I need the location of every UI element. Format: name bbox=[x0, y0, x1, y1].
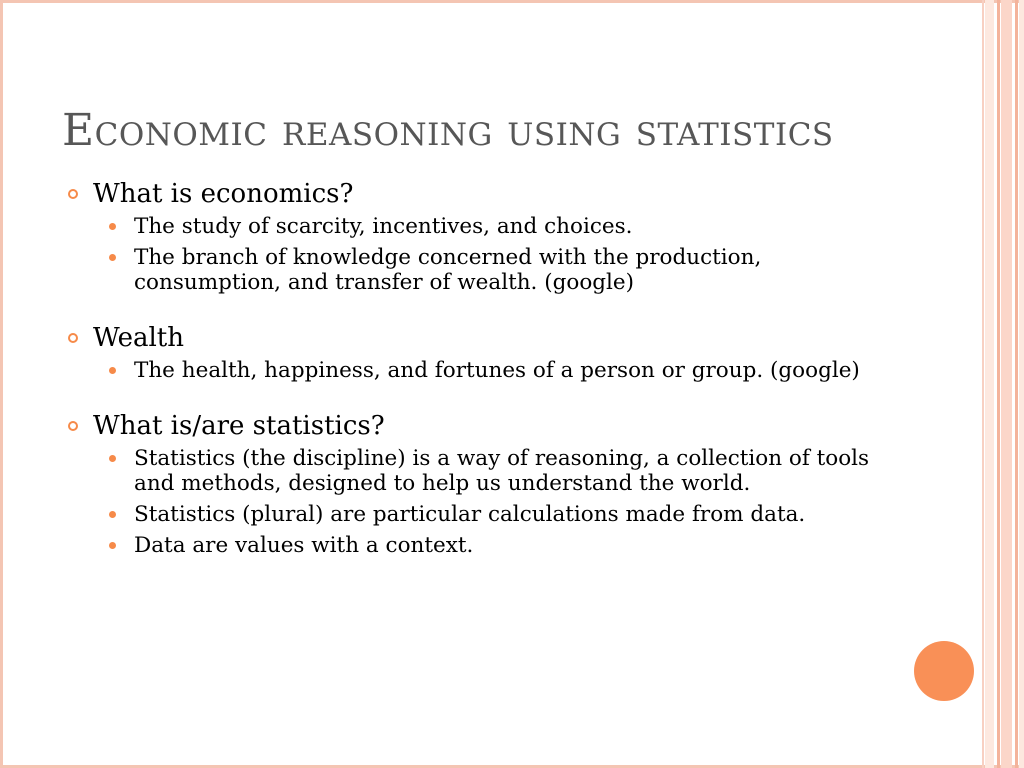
sub-bullet bbox=[64, 214, 884, 239]
stripe bbox=[985, 0, 994, 768]
sub-bullet-text: The health, happiness, and fortunes of a person or group. (google) bbox=[134, 358, 860, 383]
section-wealth bbox=[64, 320, 884, 383]
stripe bbox=[997, 0, 1000, 768]
dot-bullet-icon bbox=[109, 455, 116, 462]
sub-bullet-text: Data are values with a context. bbox=[134, 533, 474, 558]
decorative-orb bbox=[914, 641, 974, 701]
sub-bullet-list bbox=[64, 214, 884, 295]
hollow-circle-bullet-icon bbox=[68, 421, 78, 431]
decorative-stripes bbox=[978, 0, 1024, 768]
sub-bullet-list bbox=[64, 358, 884, 383]
dot-bullet-icon bbox=[109, 367, 116, 374]
bullet-heading bbox=[64, 408, 884, 444]
dot-bullet-icon bbox=[109, 542, 116, 549]
sub-bullet bbox=[64, 446, 884, 496]
sub-bullet bbox=[64, 245, 884, 295]
section-statistics bbox=[64, 408, 884, 558]
sub-bullet bbox=[64, 533, 884, 558]
sub-bullet-text: Statistics (the discipline) is a way of reasoning, a collection of tools and methods, designed to help us understand the world. bbox=[134, 446, 870, 496]
stripe bbox=[1015, 0, 1018, 768]
stripe bbox=[1019, 0, 1024, 768]
dot-bullet-icon bbox=[109, 254, 116, 261]
bullet-heading bbox=[64, 320, 884, 356]
hollow-circle-bullet-icon bbox=[68, 333, 78, 343]
dot-bullet-icon bbox=[109, 223, 116, 230]
sub-bullet-text: The branch of knowledge concerned with the production, consumption, and transfer of wealth. (google) bbox=[134, 245, 762, 295]
dot-bullet-icon bbox=[109, 511, 116, 518]
sub-bullet-list bbox=[64, 446, 884, 558]
slide-content bbox=[64, 176, 884, 564]
slide-title: Economic reasoning using statistics bbox=[62, 105, 834, 156]
heading-text: What is/are statistics? bbox=[93, 411, 385, 441]
stripe bbox=[982, 0, 984, 768]
bullet-heading bbox=[64, 176, 884, 212]
stripe bbox=[1001, 0, 1012, 768]
heading-text: Wealth bbox=[93, 323, 184, 353]
sub-bullet bbox=[64, 358, 884, 383]
heading-text: What is economics? bbox=[93, 179, 354, 209]
sub-bullet-text: The study of scarcity, incentives, and choices. bbox=[134, 214, 633, 239]
hollow-circle-bullet-icon bbox=[68, 189, 78, 199]
sub-bullet bbox=[64, 502, 884, 527]
sub-bullet-text: Statistics (plural) are particular calculations made from data. bbox=[134, 502, 806, 527]
section-economics bbox=[64, 176, 884, 295]
